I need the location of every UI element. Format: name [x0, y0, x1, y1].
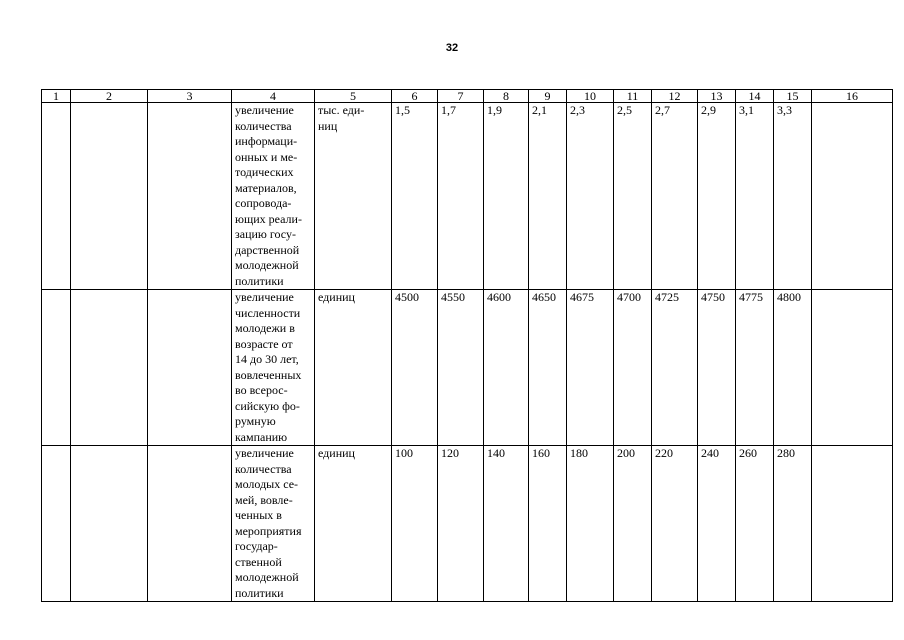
description-line: румную — [235, 414, 276, 428]
unit-line: тыс. еди- — [318, 103, 365, 117]
empty-cell — [42, 103, 71, 290]
unit-line: единиц — [318, 446, 355, 460]
empty-cell — [71, 103, 148, 290]
indicator-value: 1,7 — [438, 103, 484, 290]
indicator-value: 2,5 — [614, 103, 652, 290]
empty-cell — [148, 446, 232, 602]
page-number: 32 — [445, 42, 459, 54]
empty-cell — [812, 290, 893, 446]
description-line: политики — [235, 585, 284, 600]
description-line: увеличение — [235, 103, 294, 117]
indicator-value: 180 — [567, 446, 614, 602]
description-line: мей, вовле- — [235, 492, 293, 507]
column-header: 1 — [42, 90, 71, 103]
description-line: вовлеченных — [235, 367, 302, 382]
description-line: материалов, — [235, 180, 297, 195]
description-line: возрасте от — [235, 336, 293, 351]
description-line: зацию госу- — [235, 227, 296, 241]
empty-cell — [42, 290, 71, 446]
description-line: политики — [235, 273, 284, 288]
empty-cell — [812, 446, 893, 602]
indicator-value: 4600 — [484, 290, 529, 446]
indicator-value: 4800 — [774, 290, 812, 446]
description-line: увеличение — [235, 446, 294, 460]
indicator-value: 2,9 — [698, 103, 736, 290]
column-header: 7 — [438, 90, 484, 103]
description-line: кампанию — [235, 429, 288, 444]
description-line: количества — [235, 461, 292, 476]
description-line: тодических — [235, 165, 294, 179]
indicator-value: 160 — [529, 446, 567, 602]
indicator-value: 2,7 — [652, 103, 698, 290]
indicator-value: 3,3 — [774, 103, 812, 290]
indicator-value: 4775 — [736, 290, 774, 446]
empty-cell — [71, 290, 148, 446]
column-header: 11 — [614, 90, 652, 103]
table-row — [42, 446, 893, 602]
description-line: сопровода- — [235, 196, 292, 210]
indicator-value: 4550 — [438, 290, 484, 446]
unit-of-measure — [315, 103, 392, 290]
column-header: 15 — [774, 90, 812, 103]
indicator-value: 240 — [698, 446, 736, 602]
indicator-value: 200 — [614, 446, 652, 602]
column-header: 16 — [812, 90, 893, 103]
description-line: ющих реали- — [235, 211, 302, 226]
indicator-value: 4650 — [529, 290, 567, 446]
table-row — [42, 290, 893, 446]
table-row — [42, 103, 893, 290]
description-line: ственной — [235, 554, 282, 569]
indicator-value: 140 — [484, 446, 529, 602]
empty-cell — [71, 446, 148, 602]
description-line: дарственной — [235, 242, 300, 257]
description-line: онных и ме- — [235, 149, 298, 164]
empty-cell — [42, 446, 71, 602]
data-table — [41, 89, 893, 602]
unit-of-measure — [315, 446, 392, 602]
empty-cell — [148, 290, 232, 446]
header-row — [42, 90, 893, 103]
description-line: государ- — [235, 539, 278, 553]
indicator-value: 4675 — [567, 290, 614, 446]
indicator-value: 3,1 — [736, 103, 774, 290]
column-header: 4 — [232, 90, 315, 103]
unit-line: единиц — [318, 290, 355, 304]
description-line: молодых се- — [235, 477, 299, 491]
column-header: 12 — [652, 90, 698, 103]
empty-cell — [812, 103, 893, 290]
column-header: 3 — [148, 90, 232, 103]
description-line: молодежной — [235, 258, 299, 272]
indicator-description — [232, 290, 315, 446]
indicator-value: 4750 — [698, 290, 736, 446]
description-line: мероприятия — [235, 523, 302, 538]
indicator-description — [232, 446, 315, 602]
indicator-value: 220 — [652, 446, 698, 602]
description-line: количества — [235, 118, 292, 133]
indicator-value: 2,1 — [529, 103, 567, 290]
indicator-value: 1,9 — [484, 103, 529, 290]
indicator-value: 2,3 — [567, 103, 614, 290]
indicator-value: 4700 — [614, 290, 652, 446]
indicator-description — [232, 103, 315, 290]
description-line: увеличение — [235, 290, 294, 304]
column-header: 14 — [736, 90, 774, 103]
empty-cell — [148, 103, 232, 290]
column-header: 9 — [529, 90, 567, 103]
indicator-value: 4500 — [392, 290, 438, 446]
column-header: 2 — [71, 90, 148, 103]
column-header: 10 — [567, 90, 614, 103]
indicator-value: 120 — [438, 446, 484, 602]
indicator-value: 4725 — [652, 290, 698, 446]
description-line: информаци- — [235, 134, 298, 148]
description-line: молодежной — [235, 570, 299, 584]
unit-of-measure — [315, 290, 392, 446]
column-header: 5 — [315, 90, 392, 103]
description-line: 14 до 30 лет, — [235, 352, 299, 366]
indicator-value: 280 — [774, 446, 812, 602]
indicator-value: 260 — [736, 446, 774, 602]
description-line: численности — [235, 305, 301, 320]
column-header: 6 — [392, 90, 438, 103]
column-header: 8 — [484, 90, 529, 103]
column-header: 13 — [698, 90, 736, 103]
description-line: во всерос- — [235, 383, 288, 397]
description-line: ченных в — [235, 508, 282, 522]
description-line: молодежи в — [235, 321, 295, 335]
indicator-value: 1,5 — [392, 103, 438, 290]
indicator-value: 100 — [392, 446, 438, 602]
unit-line: ниц — [318, 118, 338, 133]
description-line: сийскую фо- — [235, 398, 300, 413]
